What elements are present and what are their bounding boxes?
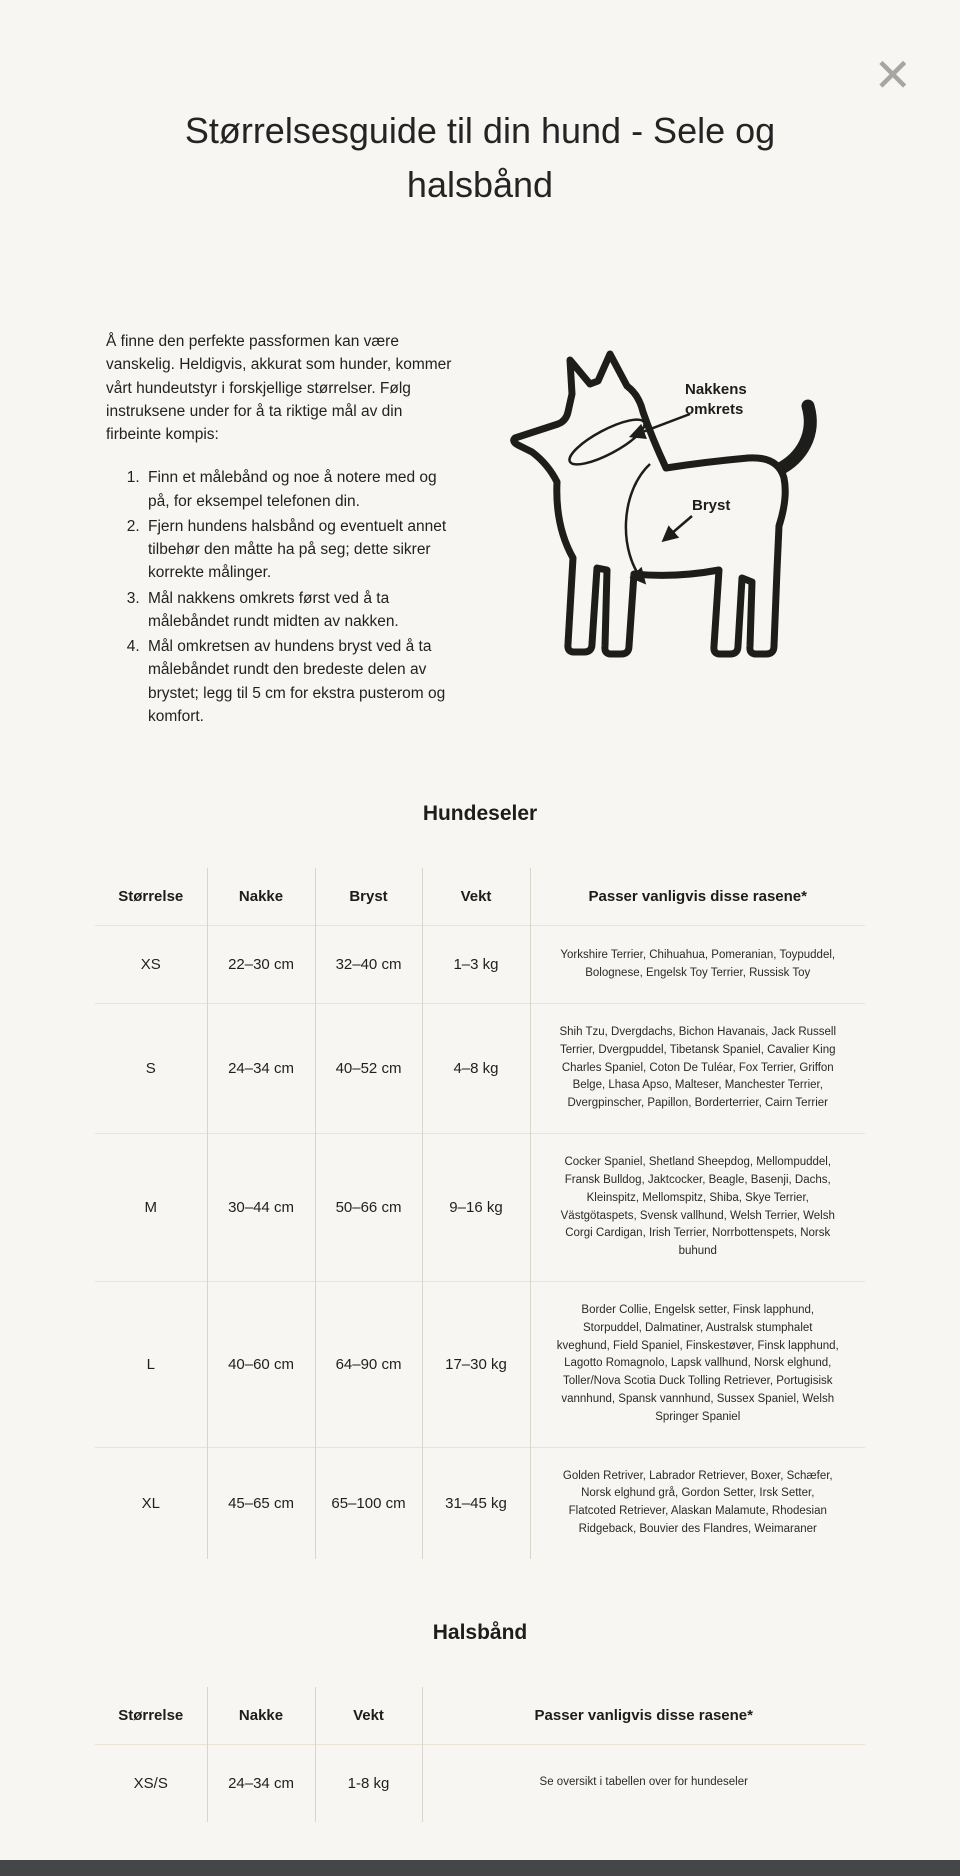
page-bottom-bar bbox=[0, 1860, 960, 1876]
measuring-step: 1. Finn et målebånd og noe å notere med og på, for eksempel telefonen din. bbox=[144, 466, 458, 513]
weight-cell: 9–16 kg bbox=[422, 1134, 530, 1282]
measuring-steps-list bbox=[106, 466, 458, 728]
column-header-weight: Vekt bbox=[315, 1687, 422, 1745]
column-header-weight: Vekt bbox=[422, 868, 530, 926]
breeds-cell: Se oversikt i tabellen over for hundeseler bbox=[422, 1744, 865, 1822]
intro-section bbox=[0, 330, 960, 740]
neck-cell: 45–65 cm bbox=[207, 1447, 315, 1559]
intro-paragraph: Å finne den perfekte passformen kan være vanskelig. Heldigvis, akkurat som hunder, kommer vårt hundeutstyr i forskjellige størrelser. Følg instruksene under for å ta riktige mål av din firbeinte kompis: bbox=[106, 333, 452, 443]
weight-cell: 1–3 kg bbox=[422, 926, 530, 1004]
neck-cell: 24–34 cm bbox=[207, 1744, 315, 1822]
size-cell: XS/S bbox=[95, 1744, 207, 1822]
measuring-step: 3. Mål nakkens omkrets først ved å ta målebåndet rundt midten av nakken. bbox=[144, 587, 458, 634]
measuring-step: 4. Mål omkretsen av hundens bryst ved å ta målebåndet rundt den bredeste delen av brystet; legg til 5 cm for ekstra pusterom og komfort. bbox=[144, 635, 458, 728]
column-header-chest: Bryst bbox=[315, 868, 422, 926]
harness-row-s bbox=[95, 1004, 865, 1134]
harness-size-table bbox=[95, 868, 865, 1559]
dog-measurement-diagram bbox=[480, 330, 860, 740]
breeds-cell: Yorkshire Terrier, Chihuahua, Pomeranian, Toypuddel, Bolognese, Engelsk Toy Terrier, Russisk Toy bbox=[530, 926, 865, 1004]
close-icon: ✕ bbox=[873, 48, 912, 102]
column-header-size: Størrelse bbox=[95, 1687, 207, 1745]
chest-cell: 65–100 cm bbox=[315, 1447, 422, 1559]
breeds-cell: Shih Tzu, Dvergdachs, Bichon Havanais, Jack Russell Terrier, Dvergpuddel, Tibetansk Spaniel, Cavalier King Charles Spaniel, Coton De Tuléar, Fox Terrier, Griffon Belge, Lhasa Apso, Malteser, Manchester Terrier, Dvergpinscher, Papillon, Borderterrier, Cairn Terrier bbox=[530, 1004, 865, 1134]
neck-cell: 24–34 cm bbox=[207, 1004, 315, 1134]
neck-measure-label: Nakkens omkrets bbox=[685, 381, 747, 418]
harness-row-l bbox=[95, 1281, 865, 1447]
column-header-neck: Nakke bbox=[207, 868, 315, 926]
chest-cell: 64–90 cm bbox=[315, 1281, 422, 1447]
size-cell: XS bbox=[95, 926, 207, 1004]
neck-cell: 22–30 cm bbox=[207, 926, 315, 1004]
harness-row-m bbox=[95, 1134, 865, 1282]
weight-cell: 1-8 kg bbox=[315, 1744, 422, 1822]
weight-cell: 31–45 kg bbox=[422, 1447, 530, 1559]
column-header-size: Størrelse bbox=[95, 868, 207, 926]
collar-row-xs-s bbox=[95, 1744, 865, 1822]
breeds-cell: Cocker Spaniel, Shetland Sheepdog, Mellompuddel, Fransk Bulldog, Jaktcocker, Beagle, Basenji, Dachs, Kleinspitz, Mellomspitz, Shiba, Skye Terrier, Västgötaspets, Svensk vallhund, Welsh Terrier, Welsh Corgi Cardigan, Irish Terrier, Norrbottenspets, Norsk buhund bbox=[530, 1134, 865, 1282]
size-cell: S bbox=[95, 1004, 207, 1134]
page-title: Størrelsesguide til din hund - Sele og halsbånd bbox=[184, 110, 776, 205]
column-header-breeds: Passer vanligvis disse rasene* bbox=[588, 888, 807, 905]
dog-tail bbox=[778, 406, 810, 470]
breeds-cell: Border Collie, Engelsk setter, Finsk lapphund, Storpuddel, Dalmatiner, Australsk stumphalet kveghund, Field Spaniel, Finskestøver, Finsk lapphund, Lagotto Romagnolo, Lapsk vallhund, Norsk elghund, Toller/Nova Scotia Duck Tolling Retriever, Portugisisk vannhund, Spansk vannhund, Sussex Spaniel, Welsh Springer Spaniel bbox=[530, 1281, 865, 1447]
dog-illustration bbox=[480, 330, 860, 740]
chest-cell: 50–66 cm bbox=[315, 1134, 422, 1282]
column-header-neck: Nakke bbox=[207, 1687, 315, 1745]
neck-cell: 40–60 cm bbox=[207, 1281, 315, 1447]
chest-cell: 40–52 cm bbox=[315, 1004, 422, 1134]
harness-section-title: Hundeseler bbox=[422, 802, 538, 825]
harness-header-row bbox=[95, 868, 865, 926]
collar-header-row bbox=[95, 1687, 865, 1745]
column-header-breeds: Passer vanligvis disse rasene* bbox=[534, 1706, 753, 1724]
size-cell: M bbox=[95, 1134, 207, 1282]
measuring-step: 2. Fjern hundens halsbånd og eventuelt annet tilbehør den måtte ha på seg; dette sikrer korrekte målinger. bbox=[144, 515, 458, 585]
size-cell: L bbox=[95, 1281, 207, 1447]
collar-size-table bbox=[95, 1687, 865, 1822]
chest-measure-label: Bryst bbox=[692, 497, 731, 514]
collar-section-title: Halsbånd bbox=[432, 1620, 528, 1644]
neck-cell: 30–44 cm bbox=[207, 1134, 315, 1282]
breeds-cell: Golden Retriver, Labrador Retriever, Boxer, Schæfer, Norsk elghund grå, Gordon Setter, Irsk Setter, Flatcoted Retriever, Alaskan Malamute, Rhodesian Ridgeback, Bouvier des Flandres, Weimaraner bbox=[530, 1447, 865, 1559]
size-cell: XL bbox=[95, 1447, 207, 1559]
close-button[interactable] bbox=[869, 48, 916, 102]
harness-row-xs bbox=[95, 926, 865, 1004]
intro-text bbox=[106, 330, 458, 730]
harness-row-xl bbox=[95, 1447, 865, 1559]
weight-cell: 4–8 kg bbox=[422, 1004, 530, 1134]
chest-cell: 32–40 cm bbox=[315, 926, 422, 1004]
weight-cell: 17–30 kg bbox=[422, 1281, 530, 1447]
